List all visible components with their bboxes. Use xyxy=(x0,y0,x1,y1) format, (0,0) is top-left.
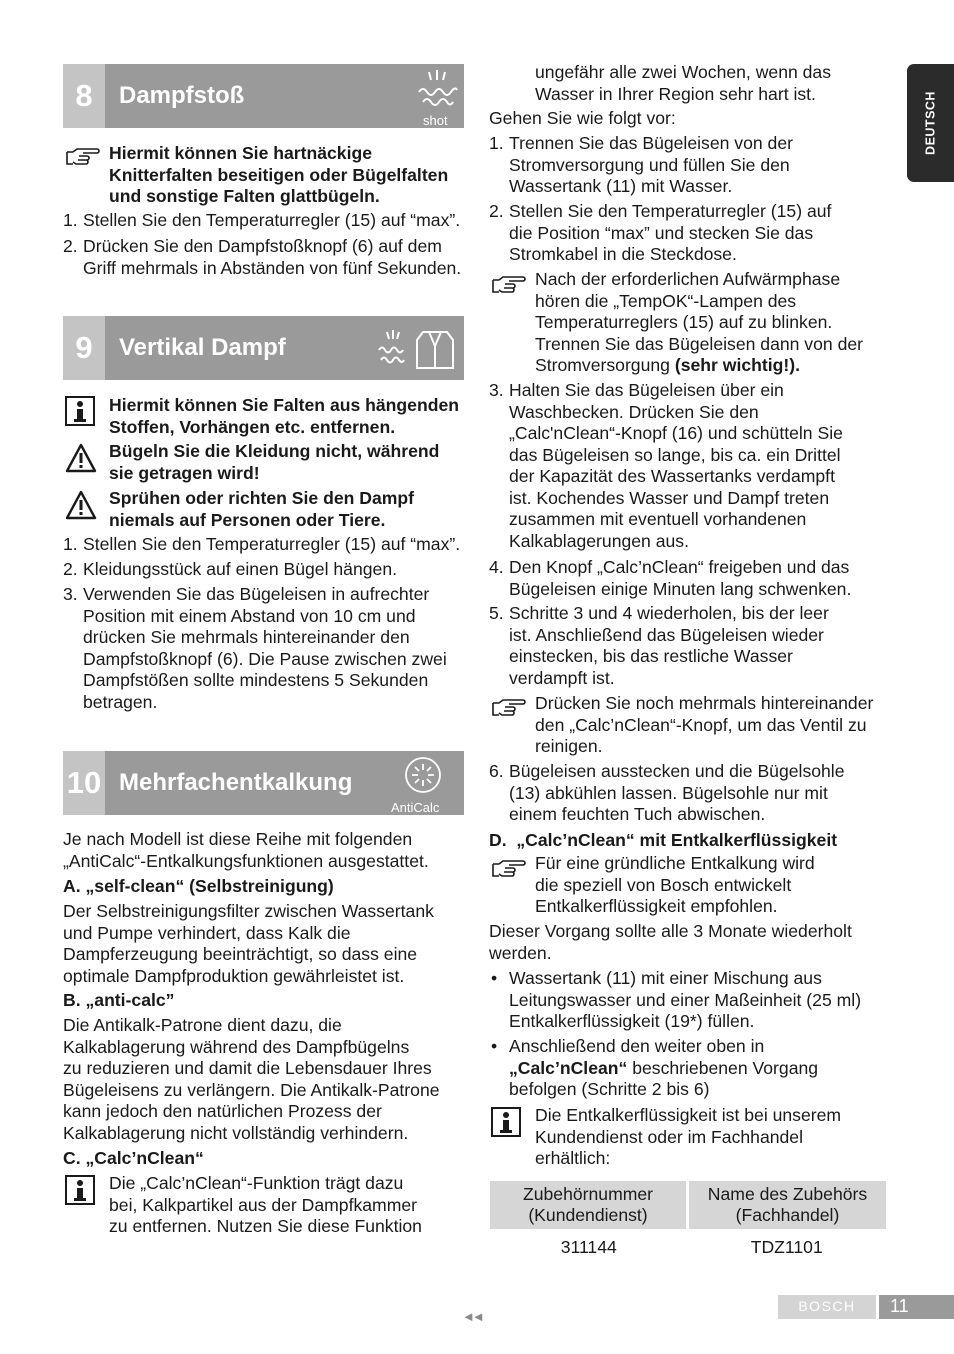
paragraph-line: Kalkablagerung während des Dampfbügelns xyxy=(63,1036,410,1057)
note-line: reinigen. xyxy=(535,736,603,756)
info-icon xyxy=(491,1107,521,1137)
step-text: Stellen Sie den Temperaturregler (15) auf “max”. xyxy=(83,534,461,554)
table-header-cell xyxy=(490,1181,688,1229)
step-text: Stromkabel in die Steckdose. xyxy=(509,244,737,264)
note-line xyxy=(535,355,863,377)
header-line: Zubehörnummer xyxy=(522,1183,654,1204)
paragraph-line: Die Antikalk-Patrone dient dazu, die xyxy=(63,1015,342,1035)
warning-line: sie getragen wird! xyxy=(109,462,260,483)
language-tab-label: DEUTSCH xyxy=(922,91,937,155)
bullet-text: Anschließend den weiter oben in xyxy=(509,1036,765,1056)
step-text: Schritte 3 und 4 wiederholen, bis der leer xyxy=(509,603,829,623)
paragraph-line: optimale Dampfproduktion gewährleistet ist. xyxy=(63,965,405,986)
info-line: erhältlich: xyxy=(535,1148,611,1168)
step-number: 1. xyxy=(489,133,504,153)
note-descaler xyxy=(535,853,815,918)
info-line: Hiermit können Sie Falten aus hängenden xyxy=(109,395,459,415)
hand-pointer-icon xyxy=(491,858,527,880)
step-text: drücken Sie mehrmals hintereinander den xyxy=(83,627,410,647)
section-number: 10 xyxy=(63,751,105,815)
subheading-b: B. „anti-calc” xyxy=(63,990,175,1010)
subsection-c-info xyxy=(109,1173,422,1238)
info-line: Die Entkalkerflüssigkeit ist bei unserem xyxy=(535,1105,842,1125)
step-text: Waschbecken. Drücken Sie den xyxy=(509,401,759,422)
bullet-mark: • xyxy=(491,1036,498,1056)
step-text: Griff mehrmals in Abständen von fünf Sekunden. xyxy=(83,257,462,278)
bullet-mark: • xyxy=(491,968,498,988)
paragraph-line: Bügeleisens zu verlängern. Die Antikalk-Patrone xyxy=(63,1079,440,1100)
info-line: Stoffen, Vorhängen etc. entfernen. xyxy=(109,416,396,437)
section-10-header xyxy=(63,751,464,815)
hand-pointer-icon xyxy=(491,697,527,719)
section-9-warning-1 xyxy=(109,441,439,484)
footer-nav: ◄◄ xyxy=(462,1309,482,1324)
warning-icon xyxy=(65,443,97,473)
note-line: Trennen Sie das Bügeleisen dann von der xyxy=(535,333,863,354)
table-header-cell xyxy=(688,1181,887,1229)
step-text: Bügeleisen ausstecken und die Bügelsohle xyxy=(509,761,845,781)
note-line: Knitterfalten beseitigen oder Bügelfalten xyxy=(109,164,449,185)
step-text: Stellen Sie den Temperaturregler (15) auf xyxy=(509,201,832,221)
vertical-steam-icon xyxy=(375,328,455,372)
note-line: Für eine gründliche Entkalkung wird xyxy=(535,853,815,873)
note-line: Drücken Sie noch mehrmals hintereinander xyxy=(535,693,874,713)
steam-shot-icon xyxy=(415,68,459,108)
step-text: betragen. xyxy=(83,691,158,712)
section-9-info xyxy=(109,395,459,438)
section-10-intro xyxy=(63,829,429,872)
note-warmup xyxy=(535,269,863,377)
section-number: 8 xyxy=(63,64,105,128)
paragraph-line: Dieser Vorgang sollte alle 3 Monate wiederholt xyxy=(489,921,852,941)
step-number: 3. xyxy=(63,584,78,604)
warning-icon xyxy=(65,490,97,520)
page-number: 11 xyxy=(890,1296,909,1316)
step-text: Trennen Sie das Bügeleisen von der xyxy=(509,133,793,153)
step-number: 4. xyxy=(489,557,504,577)
table-cell: 311144 xyxy=(560,1237,617,1258)
bullet-text xyxy=(509,1058,818,1080)
note-line: die speziell von Bosch entwickelt xyxy=(535,874,792,895)
step-text: Wassertank (11) mit Wasser. xyxy=(509,176,733,196)
footer-brand xyxy=(778,1295,876,1319)
note-line: den „Calc’nClean“-Knopf, um das Ventil zu xyxy=(535,714,867,735)
bullet-emphasis: „Calc’nClean“ xyxy=(509,1057,628,1078)
step-number: 6. xyxy=(489,761,504,781)
step-text: Halten Sie das Bügeleisen über ein xyxy=(509,380,784,400)
step-text: der Kapazität des Wassertanks verdampft xyxy=(509,466,835,486)
step-text: ist. Kochendes Wasser und Dampf treten xyxy=(509,487,830,508)
step-text: zusammen mit eventuell vorhandenen xyxy=(509,509,807,529)
note-line: Temperaturreglers (15) auf zu blinken. xyxy=(535,312,833,332)
bullet-text: Wassertank (11) mit einer Mischung aus xyxy=(509,968,822,988)
section-9-header xyxy=(63,316,464,380)
table-cell: TDZ1101 xyxy=(750,1237,823,1258)
step-text: Position mit einem Abstand von 10 cm und xyxy=(83,605,416,626)
icon-caption: AntiCalc xyxy=(391,800,440,815)
accessory-table xyxy=(490,1181,886,1267)
info-line: bei, Kalkpartikel aus der Dampfkammer xyxy=(109,1194,418,1215)
step-number: 2. xyxy=(63,236,78,256)
language-tab xyxy=(907,64,954,182)
page-number-box xyxy=(879,1295,954,1319)
paragraph-line: Kalkablagerung nicht vollständig verhindern. xyxy=(63,1122,409,1143)
section-number: 9 xyxy=(63,316,105,380)
note-text: Stromversorgung xyxy=(535,355,670,375)
subheading-c: C. „Calc’nClean“ xyxy=(63,1148,204,1168)
step-text: Verwenden Sie das Bügeleisen in aufrechter xyxy=(83,584,430,604)
continued-text xyxy=(535,62,831,105)
step-text: Stellen Sie den Temperaturregler (15) auf “max”. xyxy=(83,210,461,230)
step-text: Drücken Sie den Dampfstoßknopf (6) auf dem xyxy=(83,236,442,256)
bullet-text: Entkalkerflüssigkeit (19*) füllen. xyxy=(509,1011,755,1031)
step-text: Dampfstoßknopf (6). Die Pause zwischen zwei xyxy=(83,648,447,669)
step-text: (13) abkühlen lassen. Bügelsohle nur mit xyxy=(509,782,828,803)
repeat-paragraph xyxy=(489,921,852,964)
paragraph-line: Dampferzeugung beeinträchtigt, so dass eine xyxy=(63,944,418,964)
info-line: zu entfernen. Nutzen Sie diese Funktion xyxy=(109,1216,422,1236)
paragraph-line: Der Selbstreinigungsfilter zwischen Wassertank xyxy=(63,901,434,921)
step-number: 3. xyxy=(489,380,504,400)
note-line: hören die „TempOK“-Lampen des xyxy=(535,290,797,311)
table-row xyxy=(490,1229,886,1267)
paragraph-line: und Pumpe verhindert, dass Kalk die xyxy=(63,922,351,943)
step-text: „Calc'nClean“-Knopf (16) und schütteln Sie xyxy=(509,423,843,443)
info-icon xyxy=(65,1175,95,1205)
paragraph-b xyxy=(63,1015,440,1144)
step-text: Stromversorgung und füllen Sie den xyxy=(509,154,790,175)
step-number: 2. xyxy=(63,559,78,579)
paragraph-line: Wasser in Ihrer Region sehr hart ist. xyxy=(535,83,816,104)
info-line: Kundendienst oder im Fachhandel xyxy=(535,1126,803,1147)
paragraph-line: kann jedoch den natürlichen Prozess der xyxy=(63,1101,382,1121)
note-line: und sonstige Falten glattbügeln. xyxy=(109,186,380,206)
warning-line: Sprühen oder richten Sie den Dampf xyxy=(109,488,415,508)
paragraph-line: ungefähr alle zwei Wochen, wenn das xyxy=(535,62,832,82)
step-number: 1. xyxy=(63,534,78,554)
warning-line: Bügeln Sie die Kleidung nicht, während xyxy=(109,441,440,461)
section-9-warning-2 xyxy=(109,488,414,531)
table-header-row xyxy=(490,1181,886,1229)
header-line: (Fachhandel) xyxy=(735,1205,840,1225)
header-line: (Kundendienst) xyxy=(528,1205,648,1225)
brand-name: BOSCH xyxy=(798,1298,856,1315)
hand-pointer-icon xyxy=(491,274,527,296)
info-line: Die „Calc’nClean“-Funktion trägt dazu xyxy=(109,1173,404,1193)
info-icon xyxy=(65,396,95,426)
subheading-a: A. „self-clean“ (Selbstreinigung) xyxy=(63,876,334,896)
subheading-d: D. „Calc’nClean“ mit Entkalkerflüssigkeit xyxy=(489,830,838,850)
info-availability xyxy=(535,1105,841,1170)
paragraph-line: zu reduzieren und damit die Lebensdauer Ihres xyxy=(63,1058,432,1078)
note-repeat-button xyxy=(535,693,873,758)
section-8-header xyxy=(63,64,464,128)
note-line: Entkalkerflüssigkeit empfohlen. xyxy=(535,896,778,916)
note-emphasis: (sehr wichtig!). xyxy=(674,355,800,375)
paragraph-a xyxy=(63,901,434,987)
note-line: Hiermit können Sie hartnäckige xyxy=(109,143,373,163)
section-title: Vertikal Dampf xyxy=(119,334,286,362)
paragraph-line: Je nach Modell ist diese Reihe mit folgenden xyxy=(63,829,413,849)
step-text: verdampft ist. xyxy=(509,667,615,688)
step-text: einstecken, bis das restliche Wasser xyxy=(509,646,793,666)
step-text: Dampfstößen sollte mindestens 5 Sekunden xyxy=(83,670,429,690)
step-text: das Bügeleisen so lange, bis ca. ein Drittel xyxy=(509,444,841,465)
icon-caption: shot xyxy=(423,113,448,128)
section-8-note xyxy=(109,143,448,208)
step-text: einem feuchten Tuch abwischen. xyxy=(509,804,766,824)
section-title: Dampfstoß xyxy=(119,82,245,110)
step-number: 1. xyxy=(63,210,78,230)
step-text: Den Knopf „Calc’nClean“ freigeben und das xyxy=(509,557,850,577)
section-title: Mehrfachentkalkung xyxy=(119,769,353,797)
note-line: Nach der erforderlichen Aufwärmphase xyxy=(535,269,841,289)
step-text: Bügeleisen einige Minuten lang schwenken. xyxy=(509,578,852,599)
bullet-text: befolgen (Schritte 2 bis 6) xyxy=(509,1079,710,1099)
step-text: ist. Anschließend das Bügeleisen wieder xyxy=(509,624,824,645)
bullet-text: Leitungswasser und einer Maßeinheit (25 ml) xyxy=(509,989,862,1010)
hand-pointer-icon xyxy=(65,146,101,168)
warning-line: niemals auf Personen oder Tiere. xyxy=(109,509,386,530)
procedure-lead: Gehen Sie wie folgt vor: xyxy=(489,108,676,128)
step-text: die Position “max” und stecken Sie das xyxy=(509,222,814,243)
step-number: 5. xyxy=(489,603,504,623)
paragraph-line: „AntiCalc“-Entkalkungsfunktionen ausgestattet. xyxy=(63,850,429,871)
step-text: Kleidungsstück auf einen Bügel hängen. xyxy=(83,559,397,579)
paragraph-line: werden. xyxy=(489,942,552,963)
bullet-text-rest: beschriebenen Vorgang xyxy=(627,1057,819,1078)
step-text: Kalkablagerungen aus. xyxy=(509,530,689,551)
header-line: Name des Zubehörs xyxy=(707,1183,868,1204)
step-number: 2. xyxy=(489,201,504,221)
anticalc-icon xyxy=(403,755,443,795)
